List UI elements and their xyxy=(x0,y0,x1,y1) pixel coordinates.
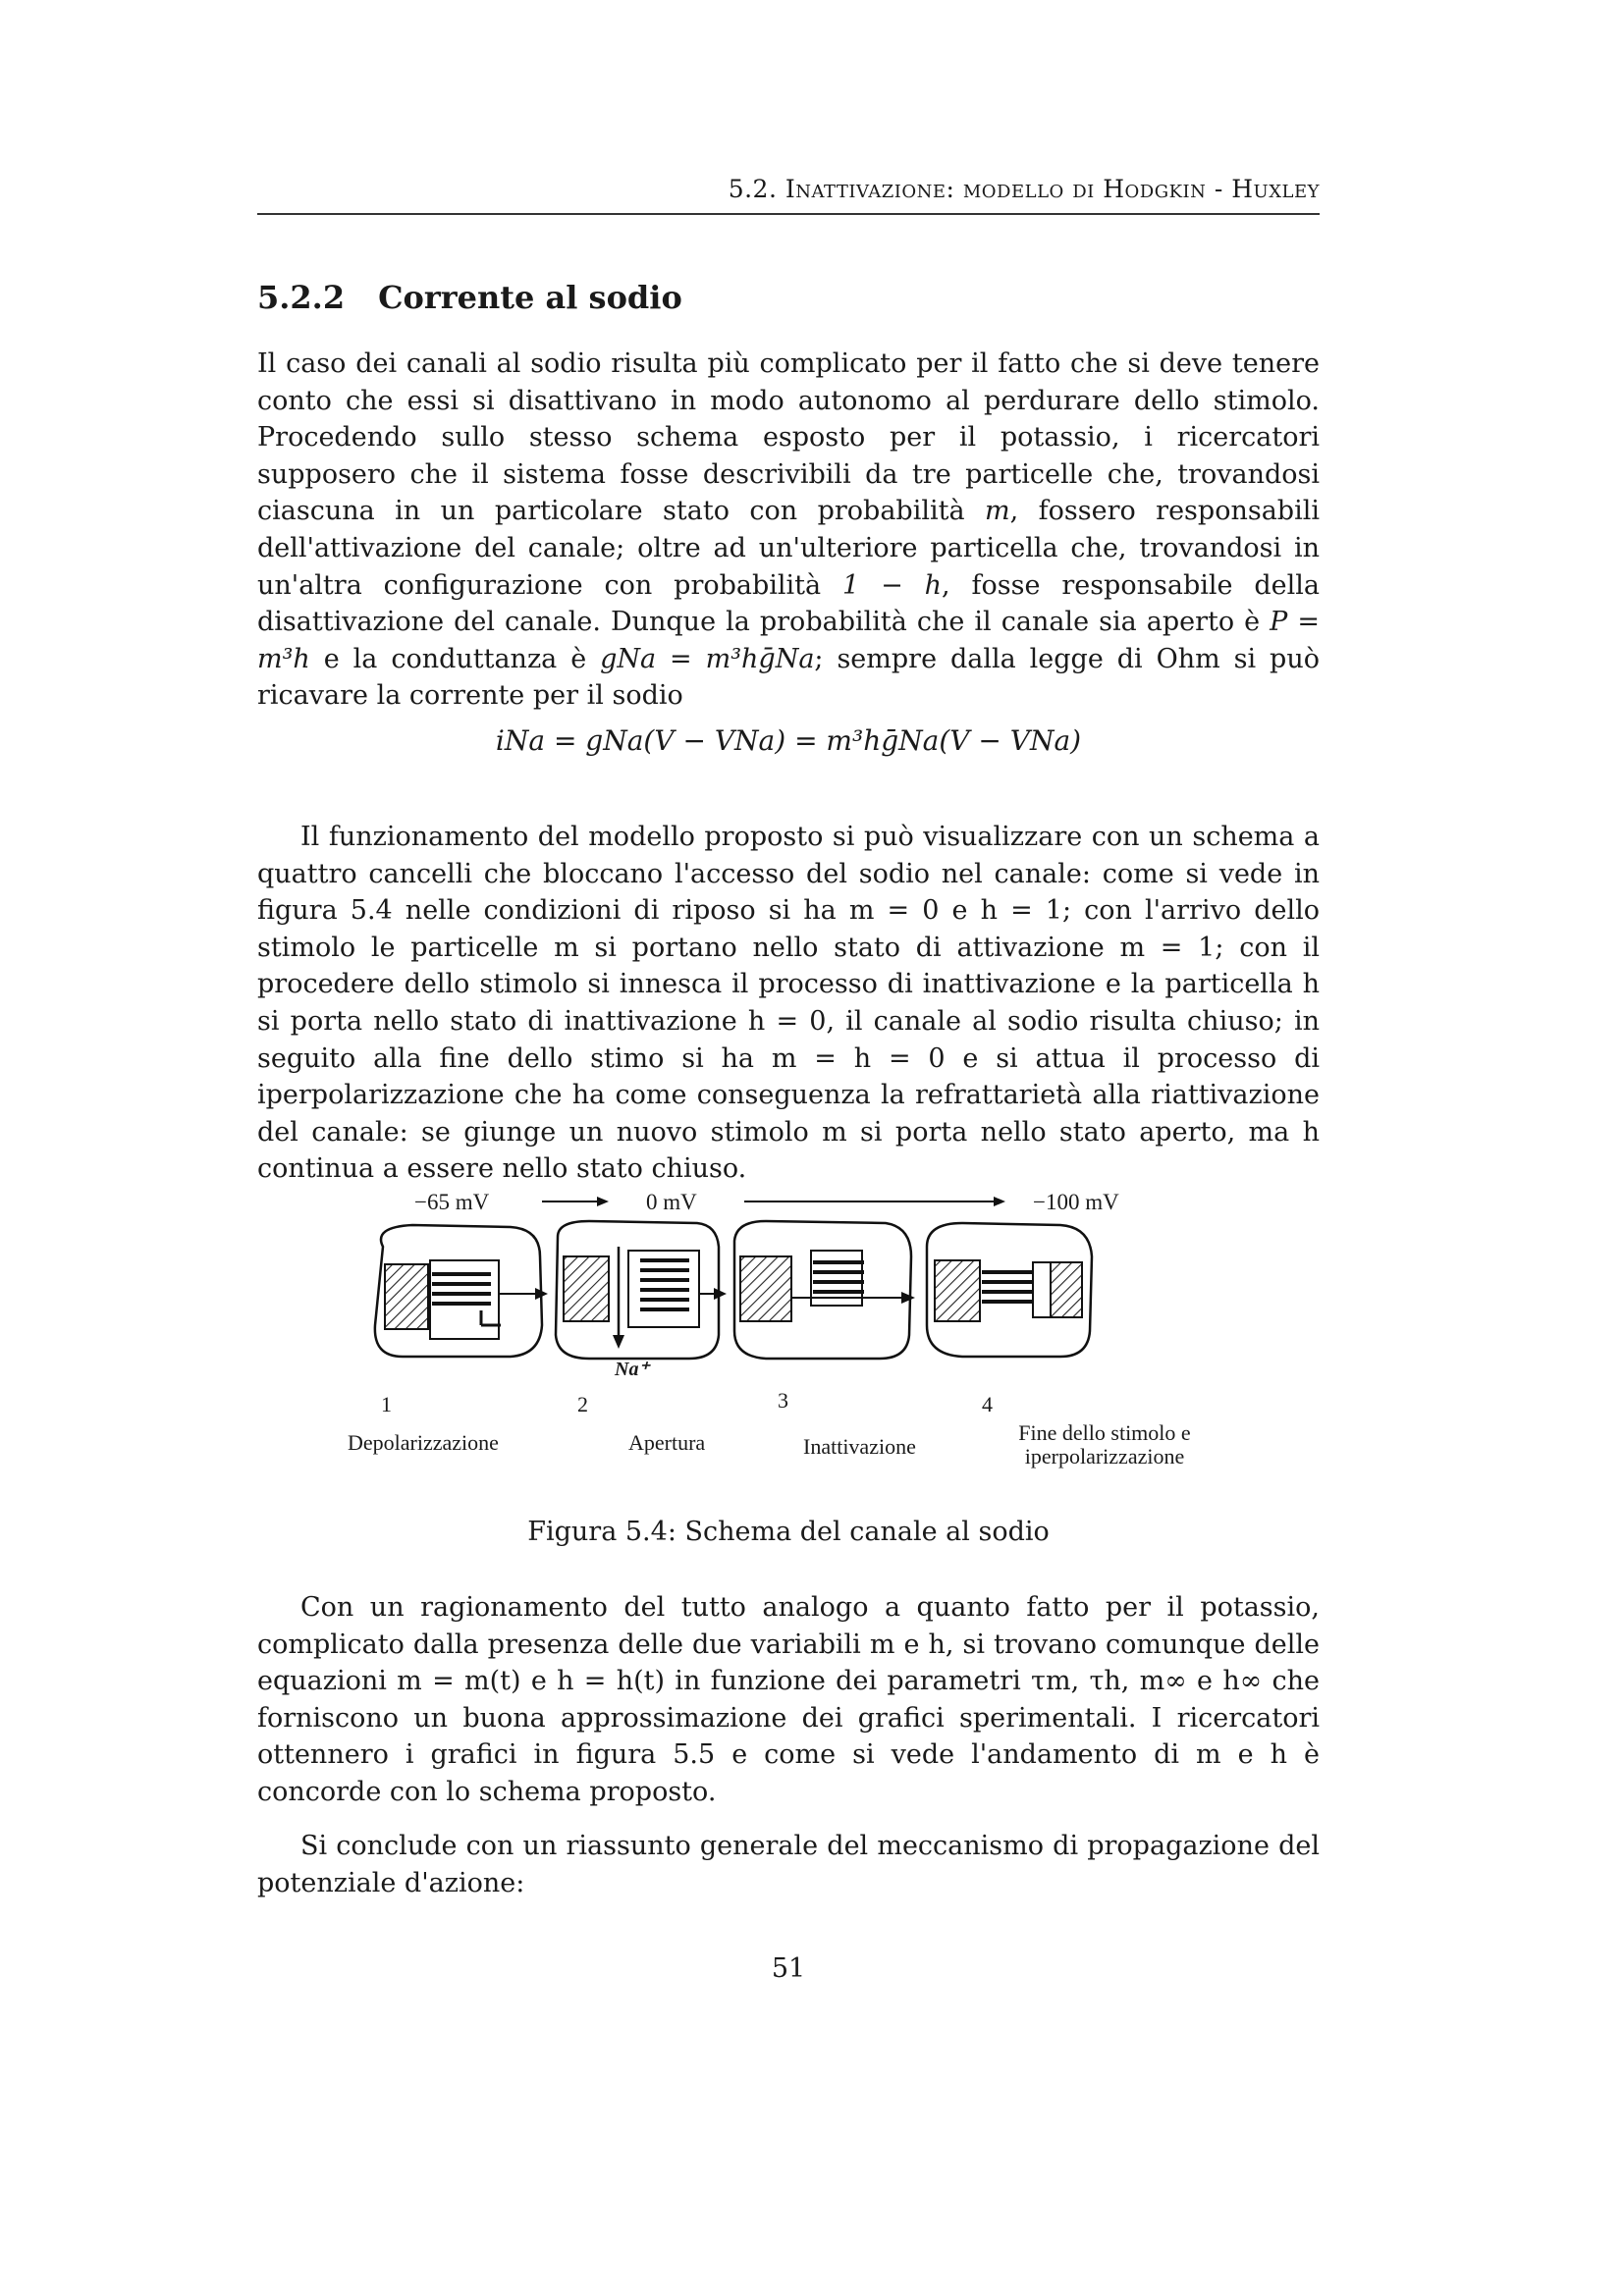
stage-3-label: Inattivazione xyxy=(803,1434,916,1459)
voltage-arrow-1 xyxy=(542,1197,609,1206)
stage-2-number: 2 xyxy=(577,1392,588,1416)
paragraph-2: Il funzionamento del modello proposto si può visualizzare con un schema a quattro cancelli che bloccano l'accesso del sodio nel canale: come si vede in figura 5.4 nelle condizioni di riposo si ha m = 0 e h = 1; con l'arrivo dello stimolo le particelle m si portano nello stato di attivazione m = 1; con il procedere dello stimolo si innesca il processo di inattivazione e la particella h si porta nello stato di inattivazione h = 0, il canale al sodio risulta chiuso; in seguito alla fine dello stimo si ha m = h = 0 e si attua il processo di iperpolarizzazione che ha come conseguenza la refrattarietà alla riattivazione del canale: se giunge un nuovo stimolo m si porta nello stato aperto, ma h continua a essere nello stato chiuso. xyxy=(257,822,1320,1185)
section-heading xyxy=(257,279,682,316)
paragraph-3: Con un ragionamento del tutto analogo a quanto fatto per il potassio, complicato dalla presenza delle due variabili m e h, si trovano comunque delle equazioni m = m(t) e h = h(t) in funzione dei parametri τm, τh, m∞ e h∞ che forniscono un buona approssimazione dei grafici sperimentali. I ricercatori ottennero i grafici in figura 5.5 e come si vede l'andamento di m e h è concorde con lo schema proposto. xyxy=(257,1592,1320,1807)
paragraph-1-text-b: , fossero responsabili dell'attivazione del canale; oltre ad un'ulteriore particella che, trovandosi in un'altra configurazione con probabilità xyxy=(257,496,1320,601)
paragraph-1 xyxy=(257,346,1320,715)
sodium-channel-figure xyxy=(334,1178,1217,1502)
math-one-minus-h: 1 − h xyxy=(842,569,943,601)
voltage-label-1: −65 mV xyxy=(414,1190,490,1214)
paragraph-1-text-d: e la conduttanza è xyxy=(309,643,601,674)
stage-4-label xyxy=(1011,1421,1198,1468)
math-m: m xyxy=(985,496,1010,527)
stage-1-number: 1 xyxy=(381,1392,392,1416)
stage-4-channel xyxy=(927,1223,1092,1357)
voltage-label-2: 0 mV xyxy=(646,1190,697,1214)
paragraph-4: Si conclude con un riassunto generale del meccanismo di propagazione del potenziale d'azione: xyxy=(257,1831,1320,1898)
running-head: 5.2. Inattivazione: modello di Hodgkin - Huxley xyxy=(257,175,1320,215)
sodium-current-equation: iNa = gNa(V − VNa) = m³hḡNa(V − VNa) xyxy=(495,724,1082,757)
stage-1-label: Depolarizzazione xyxy=(348,1430,499,1455)
stage-1-channel xyxy=(375,1225,548,1357)
stage-2-channel xyxy=(556,1221,727,1359)
section-title-text: Corrente al sodio xyxy=(378,279,682,316)
stage-4-label-line-1: Fine dello stimolo e xyxy=(1018,1420,1191,1445)
stage-4-label-line-2: iperpolarizzazione xyxy=(1024,1444,1185,1468)
sodium-ion-label: Na⁺ xyxy=(615,1359,649,1380)
paragraph-1-text-e: ; sempre dalla legge di Ohm si può ricavare la corrente per il sodio xyxy=(257,643,1320,712)
stage-4-number: 4 xyxy=(982,1392,993,1416)
math-conductance: gNa = m³hḡNa xyxy=(600,643,815,674)
section-number: 5.2.2 xyxy=(257,279,346,316)
page-number: 51 xyxy=(771,1953,806,1984)
voltage-arrow-2 xyxy=(744,1197,1005,1206)
paragraph-1-text-a: Il caso dei canali al sodio risulta più complicato per il fatto che si deve tenere conto che essi si disattivano in modo autonomo al perdurare dello stimolo. Procedendo sullo stesso schema esposto per il potassio, i ricercatori supposero che il sistema fosse descrivibili da tre particelle che, trovandosi ciascuna in un particolare stato con probabilità xyxy=(257,348,1320,527)
figure-caption: Figura 5.4: Schema del canale al sodio xyxy=(527,1517,1050,1547)
stage-3-channel xyxy=(734,1221,915,1359)
paragraph-1-text-c: , fosse responsabile della disattivazione del canale. Dunque la probabilità che il canale sia aperto è xyxy=(257,569,1320,638)
voltage-label-3: −100 mV xyxy=(1033,1190,1119,1214)
stage-3-number: 3 xyxy=(778,1388,788,1413)
math-probability: P = m³h xyxy=(257,607,1321,674)
stage-2-label: Apertura xyxy=(628,1430,706,1455)
